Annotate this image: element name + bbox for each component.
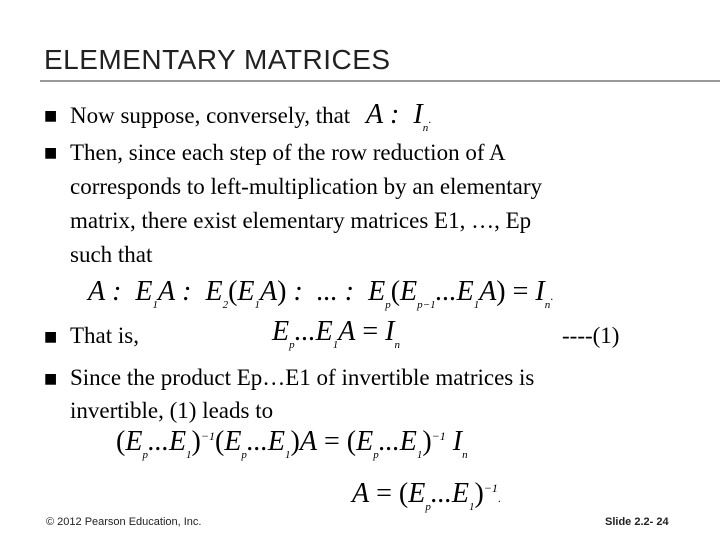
row-reduction-chain-equation: A : $E_1A$ : $E_2(E_1A)$ : ... : $E_p(E_{p-1}...E_1A) = I_n$.: [88, 276, 554, 311]
slide-number: Slide 2.2- 24: [605, 516, 669, 528]
bullet-2-line-4: such that: [70, 242, 153, 267]
bullet-1-text: Now suppose, conversely, that: [70, 103, 351, 128]
bullet-3-text: That is,: [70, 323, 139, 348]
bullet-marker: ■: [44, 108, 58, 124]
inverse-product-equation: $(E_p...E_1)^{-1}(E_p...E_1)A = (E_p...E_1)^{-1}$ $I_n$: [116, 426, 468, 461]
title-divider: [40, 80, 720, 82]
bullet-2-line-3: matrix, there exist elementary matrices E1, …, Ep: [70, 208, 532, 233]
bullet-marker: ■: [44, 145, 58, 161]
bullet-2-line-1: Then, since each step of the row reduction of A: [70, 140, 506, 165]
final-equation: $A = (E_p...E_1)^{-1}$.: [352, 478, 501, 513]
equation-1-label: ----(1): [562, 323, 620, 348]
bullet-2-line-2: corresponds to left-multiplication by an elementary: [70, 174, 542, 199]
bullet-1: [70, 100, 431, 135]
bullet-4-line-1: Since the product Ep…E1 of invertible matrices is: [70, 365, 535, 390]
equivalence-a-in: A : $I_n$.: [365, 99, 432, 134]
equation-1: $E_p...E_1A = I_n$: [272, 316, 400, 351]
bullet-marker: ■: [44, 329, 58, 345]
bullet-4-line-2: invertible, (1) leads to: [70, 398, 274, 423]
slide-title: ELEMENTARY MATRICES: [44, 44, 391, 75]
copyright-footer: © 2012 Pearson Education, Inc.: [46, 516, 202, 528]
bullet-marker: ■: [44, 371, 58, 387]
